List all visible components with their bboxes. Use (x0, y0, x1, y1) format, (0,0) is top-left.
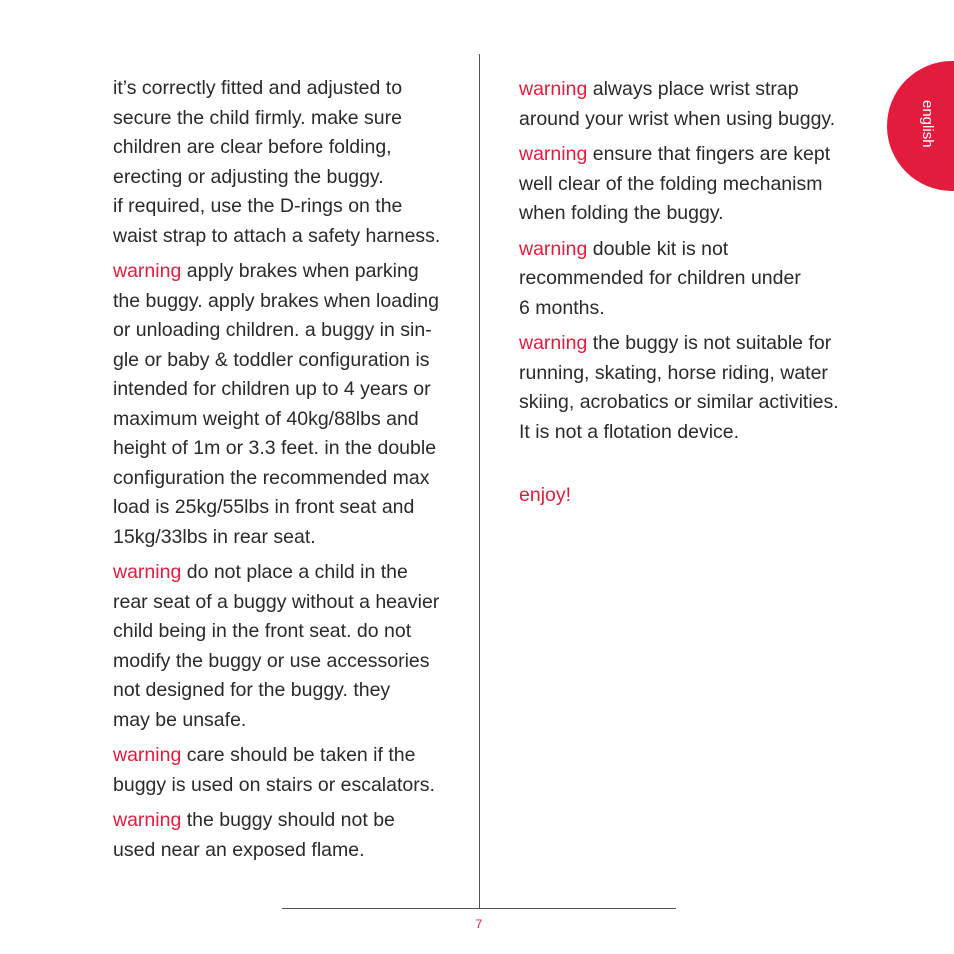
spacer (519, 453, 864, 481)
warning-activities (519, 329, 864, 447)
text-line: children are clear before folding, (113, 136, 392, 158)
warning-label: warning (113, 561, 182, 583)
warning-label: warning (113, 260, 182, 282)
language-tab-label: english (919, 100, 936, 148)
warning-text: apply brakes when parking (186, 260, 419, 282)
text-line: waist strap to attach a safety harness. (113, 224, 441, 247)
warning-wrist-strap (519, 75, 864, 134)
warning-text: double kit is not (592, 237, 729, 260)
text-line: gle or baby & toddler configuration is (113, 348, 430, 371)
text-line (519, 140, 864, 170)
text-line (113, 806, 463, 836)
page-number: 7 (475, 917, 483, 931)
text-line: erecting or adjusting the buggy. (113, 165, 384, 188)
text-line: 15kg/33lbs in rear seat. (113, 525, 316, 548)
text-line: around your wrist when using buggy. (519, 107, 836, 130)
text-line (113, 741, 463, 771)
text-line (113, 558, 463, 588)
text-line: recommended for children under (519, 267, 801, 289)
text-line: load is 25kg/55lbs in front seat and (113, 496, 415, 518)
text-line: skiing, acrobatics or similar activities. (519, 391, 839, 413)
text-line (519, 75, 864, 105)
text-line: running, skating, horse riding, water (519, 361, 828, 384)
text-line: rear seat of a buggy without a heavier (113, 590, 440, 613)
text-line: buggy is used on stairs or escalators. (113, 773, 435, 796)
warning-label: warning (113, 744, 182, 766)
text-line: secure the child firmly. make sure (113, 106, 402, 129)
text-line (113, 257, 463, 287)
text-line: when folding the buggy. (519, 202, 724, 224)
footer-rule (282, 908, 676, 909)
text-line: modify the buggy or use accessories (113, 649, 430, 672)
warning-stairs (113, 741, 463, 800)
warning-flame (113, 806, 463, 865)
text-line: not designed for the buggy. they (113, 679, 391, 701)
warning-label: warning (519, 237, 588, 260)
text-line: It is not a flotation device. (519, 420, 740, 443)
text-line: configuration the recommended max (113, 466, 430, 489)
warning-text: ensure that fingers are kept (592, 143, 831, 165)
warning-text: care should be taken if the (186, 744, 416, 766)
warning-label: warning (519, 143, 588, 165)
text-line: intended for children up to 4 years or (113, 378, 431, 400)
warning-text: always place wrist strap (592, 78, 799, 100)
text-line: child being in the front seat. do not (113, 620, 412, 642)
text-line: 6 months. (519, 296, 605, 319)
closing-enjoy: enjoy! (519, 484, 572, 506)
warning-rear-seat (113, 558, 463, 735)
text-line: it’s correctly fitted and adjusted to (113, 77, 403, 99)
warning-brakes (113, 257, 463, 552)
text-line: if required, use the D-rings on the (113, 195, 403, 217)
column-divider (479, 54, 480, 909)
text-line: well clear of the folding mechanism (519, 172, 823, 195)
warning-text: the buggy should not be (186, 809, 395, 831)
warning-label: warning (113, 809, 182, 831)
left-column (113, 74, 463, 871)
warning-text: do not place a child in the (186, 561, 408, 583)
warning-fingers (519, 140, 864, 229)
right-column (519, 75, 864, 517)
warning-label: warning (519, 332, 588, 354)
text-line (519, 329, 864, 359)
warning-label: warning (519, 78, 588, 100)
text-line: height of 1m or 3.3 feet. in the double (113, 437, 437, 459)
warning-text: the buggy is not suitable for (592, 332, 832, 354)
text-line: or unloading children. a buggy in sin- (113, 319, 432, 341)
text-line: may be unsafe. (113, 708, 247, 731)
fitting-paragraph (113, 74, 463, 251)
text-line (519, 235, 864, 265)
text-line: the buggy. apply brakes when loading (113, 289, 439, 312)
text-line: maximum weight of 40kg/88lbs and (113, 407, 419, 430)
text-line: used near an exposed flame. (113, 838, 365, 861)
warning-double-kit (519, 235, 864, 324)
